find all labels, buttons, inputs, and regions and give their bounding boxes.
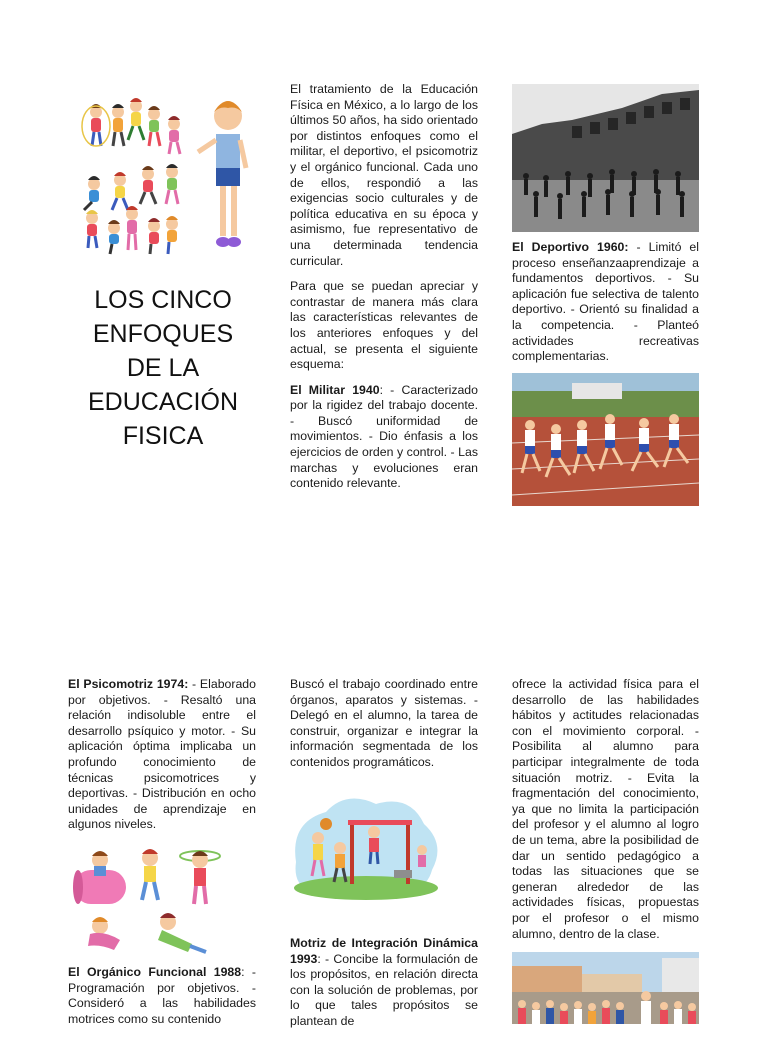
col2-continuation — [290, 677, 478, 781]
title-line: FISICA — [122, 422, 204, 450]
deportivo-section — [512, 240, 699, 375]
kids-playing-illustration — [70, 842, 230, 960]
document-title — [72, 283, 254, 453]
schoolyard-group-photo — [512, 952, 699, 1024]
militar-body: : - Caracterizado por la rigidez del trabajo docente. - Buscó uniformidad de movimientos. - Dio énfasis a los ejercicios de orden y control. - Las marchas y evoluciones eran contenido relevante. — [290, 382, 478, 491]
kids-exercising-illustration — [70, 88, 256, 264]
military-exercise-photo — [512, 84, 699, 232]
col2-paragraph: Buscó el trabajo coordinado entre órganos, aparatos y sistemas. - Delegó en el alumno, la tarea de construir, organizar e integrar la información segmentada de los contenidos programáticos. — [290, 677, 478, 769]
intro-column — [290, 82, 478, 502]
motriz-section — [290, 936, 478, 1040]
deportivo-body: - Limitó el proceso enseñanzaaprendizaje a fundamentos deportivos. - Su aplicación fue selectiva de talento deportivo. - Orientó su finalidad a la competencia. - Planteó actividades recreativas complementarias. — [512, 240, 700, 364]
children-running-photo — [512, 373, 699, 506]
title-line: ENFOQUES — [92, 320, 234, 348]
organico-heading: El Orgánico Funcional 1988 — [68, 965, 242, 979]
col3-continuation — [512, 677, 699, 952]
intro-paragraph-scheme: Para que se puedan apreciar y contrastar de manera más clara las características relevantes de los anteriores enfoques y del actual, se presenta el siguiente esquema: — [290, 279, 478, 372]
militar-heading: El Militar 1940 — [290, 382, 380, 397]
militar-section — [290, 383, 478, 492]
psicomotriz-heading: El Psicomotriz 1974: — [68, 677, 189, 691]
title-line: DE LA — [126, 354, 200, 382]
title-line: EDUCACIÓN — [87, 388, 238, 416]
deportivo-heading: El Deportivo 1960: — [512, 240, 629, 254]
title-line: LOS CINCO — [94, 286, 232, 314]
playground-illustration — [290, 792, 442, 904]
motriz-body: : - Concibe la formulación de los propósitos, en relación directa con la solución de problemas, por lo que tales propósitos se plantean de — [290, 951, 478, 1028]
organico-body: : - Programación por objetivos. - Consideró a las habilidades motrices como su contenido — [68, 965, 256, 1026]
intro-paragraph: El tratamiento de la Educación Física en México, a lo largo de los últimos 50 años, ha sido orientado por distintos enfoques como el militar, el deportivo, el psicomotriz y el orgánico funcional. Cada uno de ellos, respondió a las exigencias socio culturales y de política educativa en su época y asimismo, fue representativo de una determinada tendencia curricular. — [290, 82, 478, 268]
organico-section — [68, 965, 256, 1037]
col3-paragraph: ofrece la actividad física para el desarrollo de las habilidades hábitos y actitudes relacionadas con el movimiento corporal. - Posibilita al alumno para participar integralmente de toda situación motriz. - Evita la fragmentación del conocimiento, ya que no limita la participación del profesor y el alumno al logro de un tema, abre la posibilidad de dar un sentido pedagógico a todas las situaciones que se generan alrededor de las actividades físicas, propuestas por el profesor o el mismo alumno, dentro de la clase. — [512, 677, 699, 941]
psicomotriz-body: - Elaborado por objetivos. - Resaltó una relación indisoluble entre el desarrollo psíquico y motor. - Su aplicación óptima implicaba un profundo conocimiento de técnicas psicomotrices y deportivas. - Distribución en ocho unidades de aprendizaje en algunos niveles. — [68, 677, 256, 832]
psicomotriz-section — [68, 677, 256, 843]
motriz-heading: Motriz de Integración Dinámica 1993 — [290, 936, 478, 966]
